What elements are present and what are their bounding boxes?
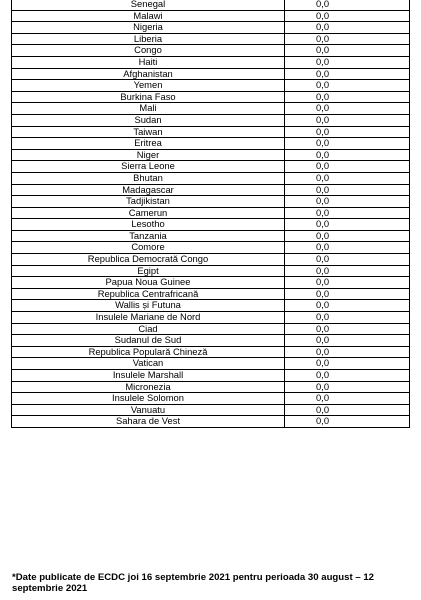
- country-cell: Egipt: [12, 266, 285, 278]
- country-cell: Lesotho: [12, 219, 285, 231]
- table-row: [12, 382, 410, 394]
- value-cell: 0,0: [285, 45, 410, 57]
- table-row: [12, 161, 410, 173]
- country-cell: Papua Noua Guinee: [12, 277, 285, 289]
- table-row: [12, 138, 410, 150]
- table-row: [12, 22, 410, 34]
- value-cell: 0,0: [285, 173, 410, 185]
- country-cell: Haiti: [12, 57, 285, 69]
- table-row: [12, 34, 410, 46]
- country-cell: Ciad: [12, 324, 285, 336]
- value-cell: 0,0: [285, 289, 410, 301]
- value-cell: 0,0: [285, 405, 410, 417]
- table-row: [12, 92, 410, 104]
- table-row: [12, 242, 410, 254]
- value-cell: 0,0: [285, 0, 410, 11]
- country-cell: Comore: [12, 242, 285, 254]
- country-cell: Micronezia: [12, 382, 285, 394]
- country-cell: Tanzania: [12, 231, 285, 243]
- table-row: [12, 11, 410, 23]
- table-row: [12, 150, 410, 162]
- table-row: [12, 393, 410, 405]
- table-row: [12, 173, 410, 185]
- country-cell: Senegal: [12, 0, 285, 11]
- value-cell: 0,0: [285, 416, 410, 428]
- value-cell: 0,0: [285, 208, 410, 220]
- table-row: [12, 324, 410, 336]
- value-cell: 0,0: [285, 347, 410, 359]
- value-cell: 0,0: [285, 34, 410, 46]
- value-cell: 0,0: [285, 219, 410, 231]
- value-cell: 0,0: [285, 300, 410, 312]
- value-cell: 0,0: [285, 358, 410, 370]
- table-row: [12, 196, 410, 208]
- value-cell: 0,0: [285, 92, 410, 104]
- country-cell: Insulele Mariane de Nord: [12, 312, 285, 324]
- country-cell: Sudanul de Sud: [12, 335, 285, 347]
- table-row: [12, 254, 410, 266]
- country-cell: Vatican: [12, 358, 285, 370]
- value-cell: 0,0: [285, 57, 410, 69]
- value-cell: 0,0: [285, 196, 410, 208]
- value-cell: 0,0: [285, 138, 410, 150]
- country-cell: Insulele Marshall: [12, 370, 285, 382]
- country-cell: Sahara de Vest: [12, 416, 285, 428]
- country-cell: Bhutan: [12, 173, 285, 185]
- country-cell: Taiwan: [12, 127, 285, 139]
- table-row: [12, 0, 410, 11]
- table-row: [12, 312, 410, 324]
- country-cell: Republica Centrafricană: [12, 289, 285, 301]
- value-cell: 0,0: [285, 335, 410, 347]
- value-cell: 0,0: [285, 69, 410, 81]
- country-cell: Insulele Solomon: [12, 393, 285, 405]
- country-cell: Sierra Leone: [12, 161, 285, 173]
- table-row: [12, 277, 410, 289]
- value-cell: 0,0: [285, 22, 410, 34]
- value-cell: 0,0: [285, 161, 410, 173]
- table-row: [12, 45, 410, 57]
- footnote: *Date publicate de ECDC joi 16 septembrie 2021 pentru perioada 30 august – 12 septembrie 2021: [12, 572, 375, 594]
- country-cell: Republica Democrată Congo: [12, 254, 285, 266]
- table-row: [12, 80, 410, 92]
- value-cell: 0,0: [285, 382, 410, 394]
- table-row: [12, 405, 410, 417]
- value-cell: 0,0: [285, 324, 410, 336]
- value-cell: 0,0: [285, 127, 410, 139]
- country-cell: Mali: [12, 103, 285, 115]
- table-row: [12, 69, 410, 81]
- value-cell: 0,0: [285, 254, 410, 266]
- value-cell: 0,0: [285, 266, 410, 278]
- value-cell: 0,0: [285, 312, 410, 324]
- country-cell: Wallis și Futuna: [12, 300, 285, 312]
- country-cell: Tadjikistan: [12, 196, 285, 208]
- country-cell: Malawi: [12, 11, 285, 23]
- table-row: [12, 266, 410, 278]
- table-row: [12, 103, 410, 115]
- country-cell: Burkina Faso: [12, 92, 285, 104]
- value-cell: 0,0: [285, 370, 410, 382]
- value-cell: 0,0: [285, 11, 410, 23]
- value-cell: 0,0: [285, 242, 410, 254]
- table-row: [12, 208, 410, 220]
- country-cell: Yemen: [12, 80, 285, 92]
- table-row: [12, 335, 410, 347]
- country-cell: Camerun: [12, 208, 285, 220]
- country-cell: Sudan: [12, 115, 285, 127]
- table-row: [12, 358, 410, 370]
- table-row: [12, 416, 410, 428]
- value-cell: 0,0: [285, 103, 410, 115]
- table-row: [12, 219, 410, 231]
- value-cell: 0,0: [285, 393, 410, 405]
- table-row: [12, 370, 410, 382]
- country-cell: Vanuatu: [12, 405, 285, 417]
- country-cell: Liberia: [12, 34, 285, 46]
- table-row: [12, 347, 410, 359]
- country-table: [11, 0, 410, 428]
- table-row: [12, 231, 410, 243]
- country-cell: Niger: [12, 150, 285, 162]
- value-cell: 0,0: [285, 115, 410, 127]
- country-cell: Nigeria: [12, 22, 285, 34]
- table-row: [12, 127, 410, 139]
- country-cell: Congo: [12, 45, 285, 57]
- country-cell: Eritrea: [12, 138, 285, 150]
- table-row: [12, 115, 410, 127]
- country-cell: Madagascar: [12, 185, 285, 197]
- table-row: [12, 300, 410, 312]
- country-cell: Republica Populară Chineză: [12, 347, 285, 359]
- value-cell: 0,0: [285, 150, 410, 162]
- country-cell: Afghanistan: [12, 69, 285, 81]
- value-cell: 0,0: [285, 277, 410, 289]
- value-cell: 0,0: [285, 185, 410, 197]
- value-cell: 0,0: [285, 231, 410, 243]
- table-row: [12, 57, 410, 69]
- table-row: [12, 289, 410, 301]
- table-row: [12, 185, 410, 197]
- value-cell: 0,0: [285, 80, 410, 92]
